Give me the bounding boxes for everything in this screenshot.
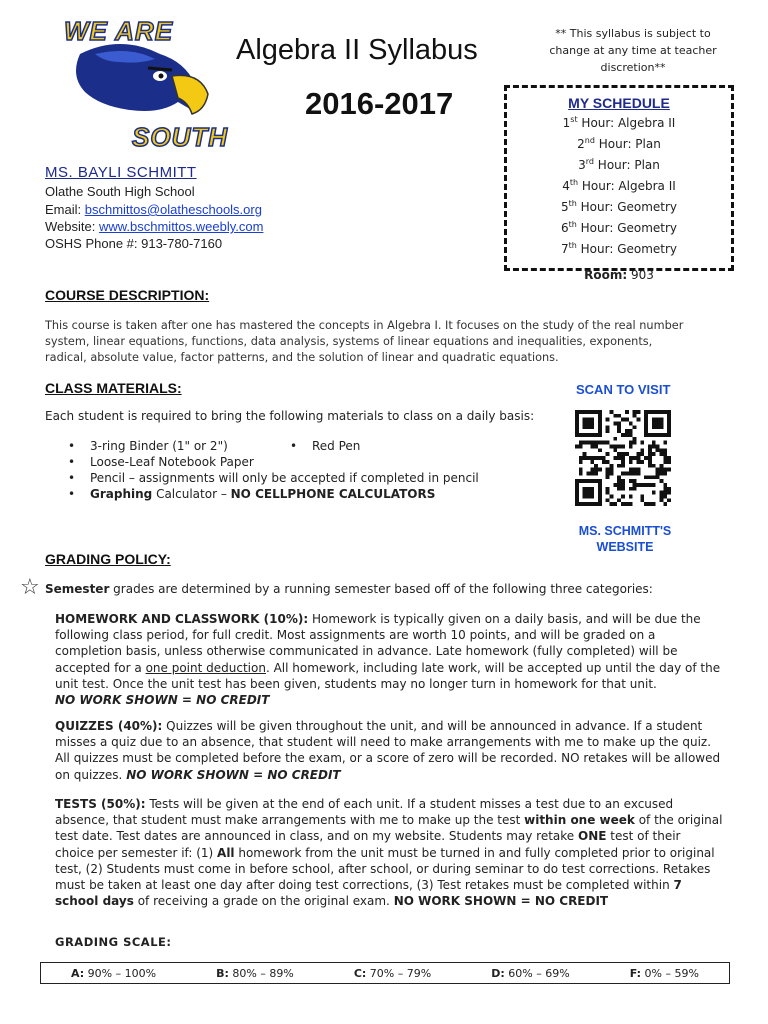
semester-line [45,582,653,596]
schedule-hour-5: 5th Hour: Geometry [560,199,678,214]
material-paper: • Loose-Leaf Notebook Paper [90,455,254,469]
schedule-hour-6: 6th Hour: Geometry [560,220,678,235]
phone-line: OSHS Phone #: 913-780-7160 [45,236,223,251]
tests-text-5: of receiving a grade on the original exam. [133,894,394,909]
logo-bottom-text: SOUTH [132,122,228,152]
semester-bold: Semester [45,582,110,596]
school-year: 2016-2017 [305,86,454,121]
homework-deduction: one point deduction [145,660,266,675]
grade-range-4: F: 0% – 59% [629,966,699,980]
tests-text-4: homework from the unit must be turned in and fully completed prior to original test, (2) Students must come in before school, after school, or during seminar to do test corrections. Retakes must be taken at least one day after doing test corrections, (3) Test retakes must be completed within [55,845,715,893]
star-icon: ☆ [20,575,40,600]
school-name: Olathe South High School [45,184,195,199]
logo-top-text: WE ARE [64,16,174,46]
material-red-pen: • Red Pen [312,439,360,453]
email-line [45,202,262,217]
homework-text-2: . All homework, including late work, will be accepted up until the day of the unit test. Once the unit test has been given, students may no longer turn in homework for that unit. [55,660,721,691]
course-description-text: This course is taken after one has mastered the concepts in Algebra I. It focuses on the study of the real number system, linear equations, functions, data analysis, systems of linear equations and inequalities, exponents, radical, absolute value, factor patterns, and the solution of linear and quadratic equations. [45,319,684,364]
schedule-list [507,111,731,258]
grade-range-2: C: 70% – 79% [353,966,432,980]
course-description-heading: COURSE DESCRIPTION: [45,287,210,303]
calculator-text: Calculator – [152,487,231,501]
schedule-box [504,85,734,282]
website-line [45,219,263,234]
homework-no-work: NO WORK SHOWN = NO CREDIT [55,693,270,708]
schedule-hour-2: 2nd Hour: Plan [577,136,661,151]
grade-range-0: A: 90% – 100% [71,966,157,980]
homework-title: HOMEWORK AND CLASSWORK (10%): [55,612,309,626]
room-value: 903 [627,268,654,282]
quizzes-title: QUIZZES (40%): [55,719,163,733]
grading-scale-heading: GRADING SCALE: [55,935,172,949]
grade-range-3: D: 60% – 69% [491,966,570,980]
material-pencil: • Pencil – assignments will only be accepted if completed in pencil [90,471,479,485]
tests-text-1: Tests will be given at the end of each unit. If a student misses a test due to an excused absence, that student must make arrangements with me to make up the test [55,797,674,828]
tests-paragraph [55,796,723,909]
tests-bold-2: ONE [578,829,607,844]
homework-text-1: Homework is typically given on a daily basis, and will be due the following class period, for full credit. Most assignments are worth 10 points, and will be graded on a completion basis, unless otherwise communicated in advance. Late homework (fully completed) will be accepted for a [55,612,701,675]
email-label: Email: [45,202,85,217]
qr-code-icon[interactable] [575,410,671,506]
room-label: Room: [584,268,628,282]
schedule-hour-3: 3rd Hour: Plan [578,157,660,172]
tests-bold-4: 7 school days [55,878,682,909]
website-link[interactable]: www.bschmittos.weebly.com [98,219,264,234]
tests-bold-3: All [217,845,235,860]
calculator-warning: NO CELLPHONE CALCULATORS [230,487,436,501]
tests-no-work: NO WORK SHOWN = NO CREDIT [393,894,609,909]
quizzes-no-work: NO WORK SHOWN = NO CREDIT [126,767,341,782]
schedule-heading: MY SCHEDULE [568,95,670,111]
semester-text: grades are determined by a running semester based off of the following three categories: [109,582,653,596]
homework-paragraph [55,611,723,708]
qr-title: SCAN TO VISIT [576,382,671,397]
grading-scale-box [40,962,730,984]
grade-range-1: B: 80% – 89% [216,966,294,980]
page-title: Algebra II Syllabus [236,34,478,66]
teacher-name: MS. BAYLI SCHMITT [45,164,197,181]
website-label: Website: [45,219,99,234]
disclaimer-note: ** This syllabus is subject to change at any time at teacher discretion** [549,27,717,74]
school-logo [60,14,230,154]
calculator-bold: Graphing [90,487,153,501]
grading-policy-heading: GRADING POLICY: [45,551,171,567]
qr-caption: MS. SCHMITT'S WEBSITE [578,524,672,554]
schedule-hour-7: 7th Hour: Geometry [560,241,678,256]
schedule-hour-4: 4th Hour: Algebra II [562,178,676,193]
tests-text-3: test of their choice per semester if: (1) [55,829,681,860]
materials-intro: Each student is required to bring the following materials to class on a daily basis: [45,409,535,423]
tests-bold-1: within one week [524,813,635,828]
quizzes-text: Quizzes will be given throughout the unit, and will be announced in advance. If a student misses a quiz due to an absence, that student will need to make arrangements with me to make up the quiz. All quizzes must be completed before the exam, or a score of zero will be recorded. NO retakes will be allowed on quizzes. [55,719,721,782]
class-materials-heading: CLASS MATERIALS: [45,380,182,396]
schedule-hour-1: 1st Hour: Algebra II [562,115,676,130]
room-number [507,268,731,282]
quizzes-paragraph [55,718,723,783]
tests-text-2: of the original test date. Test dates are announced in class, and on my website. Students may retake [55,813,723,844]
material-binder: • 3-ring Binder (1" or 2") [90,439,228,453]
tests-title: TESTS (50%): [55,797,146,811]
material-calculator [90,487,435,501]
email-link[interactable]: bschmittos@olatheschools.org [84,202,262,217]
